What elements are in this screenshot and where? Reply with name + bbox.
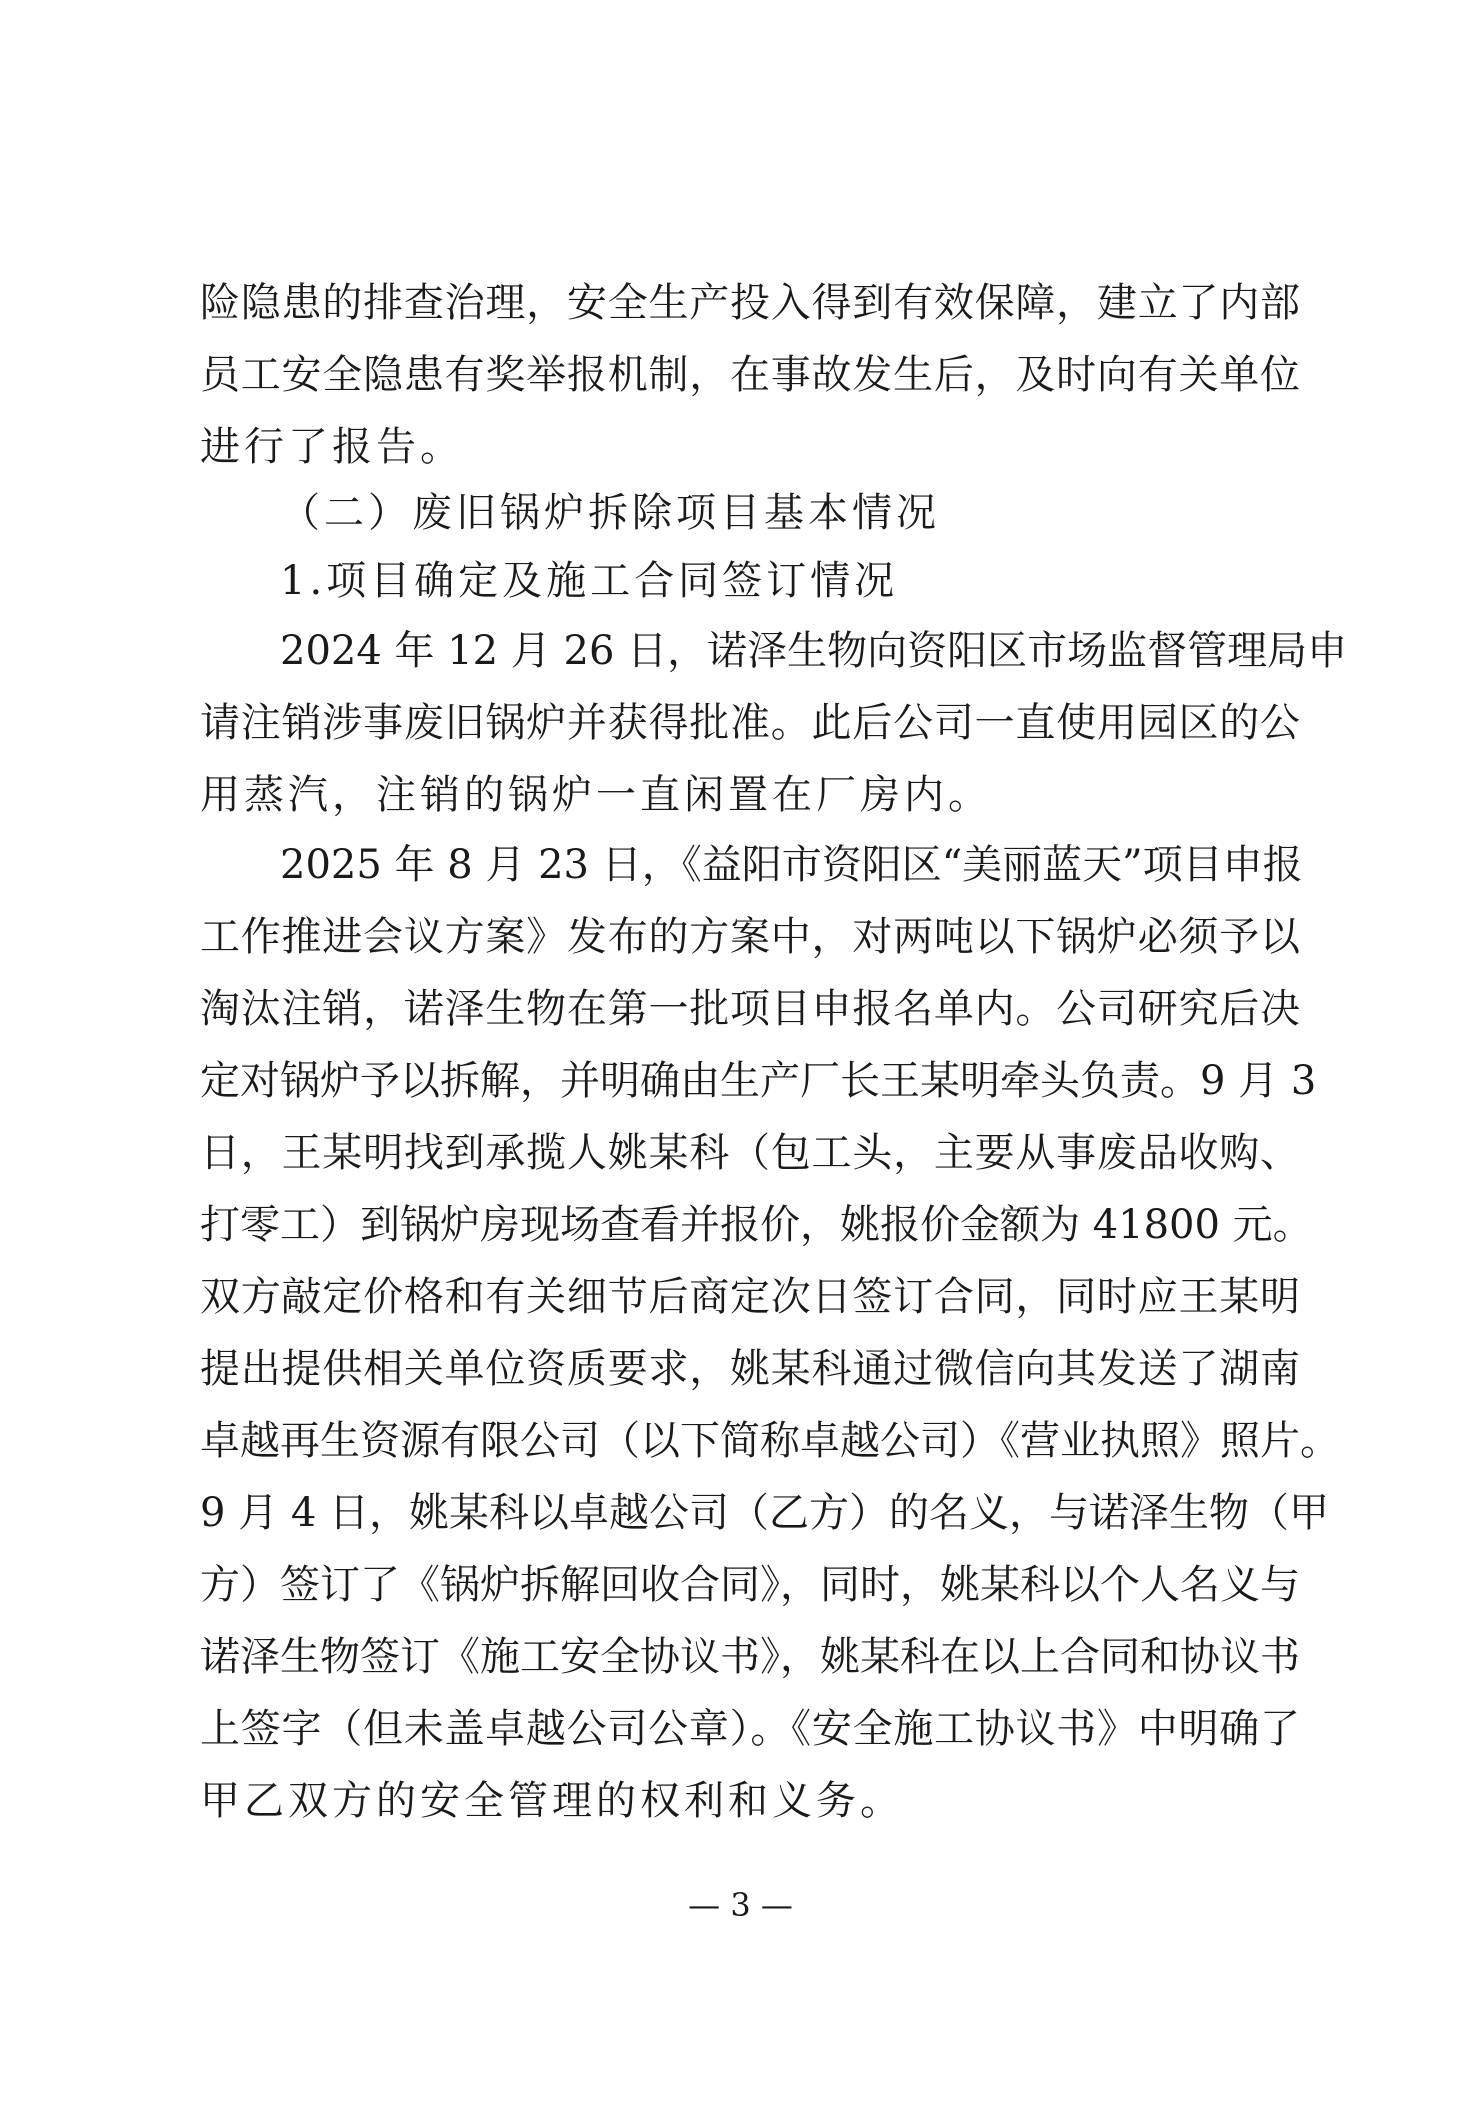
body-line-1: 险隐患的排查治理，安全生产投入得到有效保障，建立了内部 [200,280,1300,326]
body-line-10: 工作推进会议方案》发布的方案中，对两吨以下锅炉必须予以 [200,914,1300,960]
section-heading: （二）废旧锅炉拆除项目基本情况 [280,490,940,536]
body-line-3: 进行了报告。 [200,424,464,470]
body-line-14: 打零工）到锅炉房现场查看并报价，姚报价金额为 41800 元。 [200,1202,1313,1248]
body-line-11: 淘汰注销，诺泽生物在第一批项目申报名单内。公司研究后决 [200,986,1300,1032]
body-line-16: 提出提供相关单位资质要求，姚某科通过微信向其发送了湖南 [200,1346,1300,1392]
subsection-heading: 1.项目确定及施工合同签订情况 [280,558,899,604]
body-line-2: 员工安全隐患有奖举报机制，在事故发生后，及时向有关单位 [200,352,1300,398]
body-line-20: 诺泽生物签订《施工安全协议书》，姚某科在以上合同和协议书 [200,1634,1300,1680]
body-line-12: 定对锅炉予以拆解，并明确由生产厂长王某明牵头负责。9 月 3 [200,1058,1317,1104]
page-number: — 3 — [688,1886,793,1924]
body-line-7: 请注销涉事废旧锅炉并获得批准。此后公司一直使用园区的公 [200,700,1300,746]
body-line-6: 2024 年 12 月 26 日，诺泽生物向资阳区市场监督管理局申 [280,628,1348,674]
body-line-22: 甲乙双方的安全管理的权利和义务。 [200,1778,904,1824]
body-line-15: 双方敲定价格和有关细节后商定次日签订合同，同时应王某明 [200,1274,1300,1320]
body-line-19: 方）签订了《锅炉拆解回收合同》，同时，姚某科以个人名义与 [200,1562,1300,1608]
body-line-18: 9 月 4 日，姚某科以卓越公司（乙方）的名义，与诺泽生物（甲 [200,1490,1330,1536]
body-line-9: 2025 年 8 月 23 日，《益阳市资阳区“美丽蓝天”项目申报 [280,842,1303,888]
body-line-21: 上签字（但未盖卓越公司公章）。《安全施工协议书》中明确了 [200,1706,1300,1752]
body-line-8: 用蒸汽，注销的锅炉一直闲置在厂房内。 [200,772,992,818]
body-line-17: 卓越再生资源有限公司（以下简称卓越公司）《营业执照》照片。 [200,1418,1340,1464]
body-line-13: 日，王某明找到承揽人姚某科（包工头，主要从事废品收购、 [200,1130,1300,1176]
